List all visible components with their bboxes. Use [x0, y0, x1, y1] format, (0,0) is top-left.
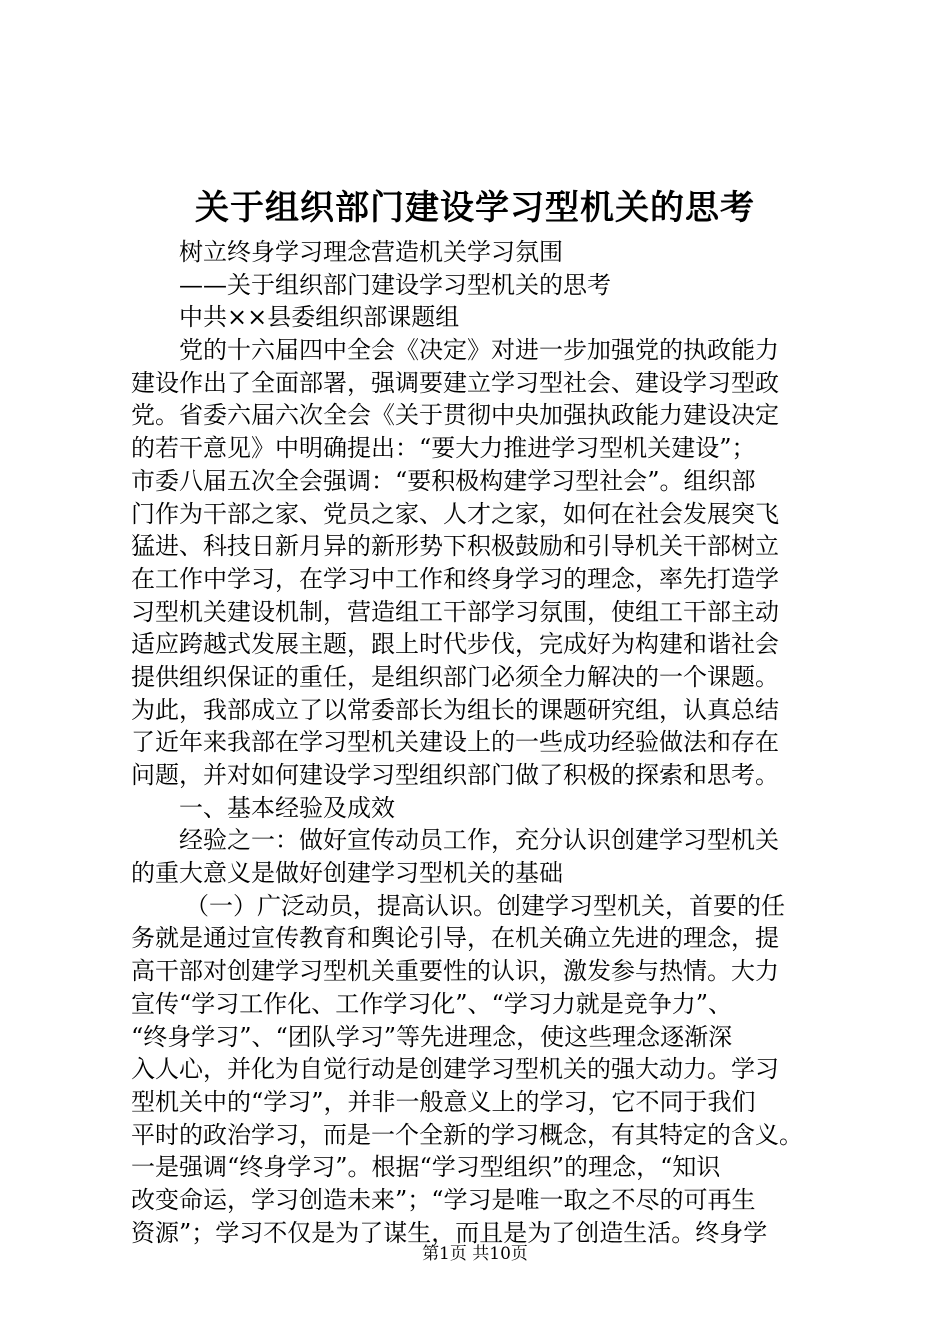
paragraph-line: 党的十六届四中全会《决定》对进一步加强党的执政能力	[179, 336, 779, 365]
paragraph-line: 党。省委六届六次全会《关于贯彻中央加强执政能力建设决定	[131, 401, 779, 430]
paragraph-line: 建设作出了全面部署，强调要建立学习型社会、建设学习型政	[131, 368, 779, 397]
paragraph-line: 门作为干部之家、党员之家、人才之家，如何在社会发展突飞	[131, 499, 779, 528]
paragraph-line: 猛进、科技日新月异的新形势下积极鼓励和引导机关干部树立	[131, 532, 779, 561]
paragraph-line: 务就是通过宣传教育和舆论引导，在机关确立先进的理念，提	[131, 924, 779, 953]
paragraph-line: “终身学习”、“团队学习”等先进理念，使这些理念逐渐深	[131, 1022, 733, 1051]
paragraph-line: 了近年来我部在学习型机关建设上的一些成功经验做法和存在	[131, 728, 779, 757]
paragraph-line: 为此，我部成立了以常委部长为组长的课题研究组，认真总结	[131, 695, 779, 724]
paragraph-line: 入人心，并化为自觉行动是创建学习型机关的强大动力。学习	[131, 1055, 779, 1084]
author-line: 中共××县委组织部课题组	[179, 303, 460, 332]
document-title: 关于组织部门建设学习型机关的思考	[195, 188, 755, 228]
paragraph-line: 高干部对创建学习型机关重要性的认识，激发参与热情。大力	[131, 957, 779, 986]
paragraph-line: 在工作中学习，在学习中工作和终身学习的理念，率先打造学	[131, 564, 779, 593]
page-number-footer: 第1页 共10页	[422, 1244, 528, 1264]
paragraph-line: 经验之一：做好宣传动员工作，充分认识创建学习型机关	[179, 826, 779, 855]
document-body	[131, 236, 831, 1249]
paragraph-line: 的若干意见》中明确提出：“要大力推进学习型机关建设”；	[131, 434, 756, 463]
paragraph-line: 习型机关建设机制，营造组工干部学习氛围，使组工干部主动	[131, 597, 779, 626]
paragraph-line: 一是强调“终身学习”。根据“学习型组织”的理念，“知识	[131, 1153, 721, 1182]
paragraph-line: 适应跨越式发展主题，跟上时代步伐，完成好为构建和谐社会	[131, 630, 779, 659]
paragraph-line: （一）广泛动员，提高认识。创建学习型机关，首要的任	[185, 891, 785, 920]
paragraph-line: 平时的政治学习，而是一个全新的学习概念，有其特定的含义。	[131, 1120, 803, 1149]
paragraph-line: 问题，并对如何建设学习型组织部门做了积极的探索和思考。	[131, 761, 779, 789]
paragraph-line: 宣传“学习工作化、工作学习化”、“学习力就是竞争力”、	[131, 989, 733, 1018]
paragraph-line: 型机关中的“学习”，并非一般意义上的学习，它不同于我们	[131, 1087, 756, 1116]
subtitle-line: ——关于组织部门建设学习型机关的思考	[179, 270, 611, 299]
paragraph-line: 改变命运，学习创造未来”；“学习是唯一取之不尽的可再生	[131, 1185, 756, 1214]
paragraph-line: 市委八届五次全会强调：“要积极构建学习型社会”。组织部	[131, 466, 756, 495]
paragraph-line: 的重大意义是做好创建学习型机关的基础	[131, 859, 563, 888]
paragraph-line: 资源”；学习不仅是为了谋生，而且是为了创造生活。终身学	[131, 1218, 768, 1247]
section-heading: 一、基本经验及成效	[179, 793, 395, 822]
subtitle-line: 树立终身学习理念营造机关学习氛围	[179, 238, 563, 266]
paragraph-line: 提供组织保证的重任，是组织部门必须全力解决的一个课题。	[131, 662, 779, 691]
